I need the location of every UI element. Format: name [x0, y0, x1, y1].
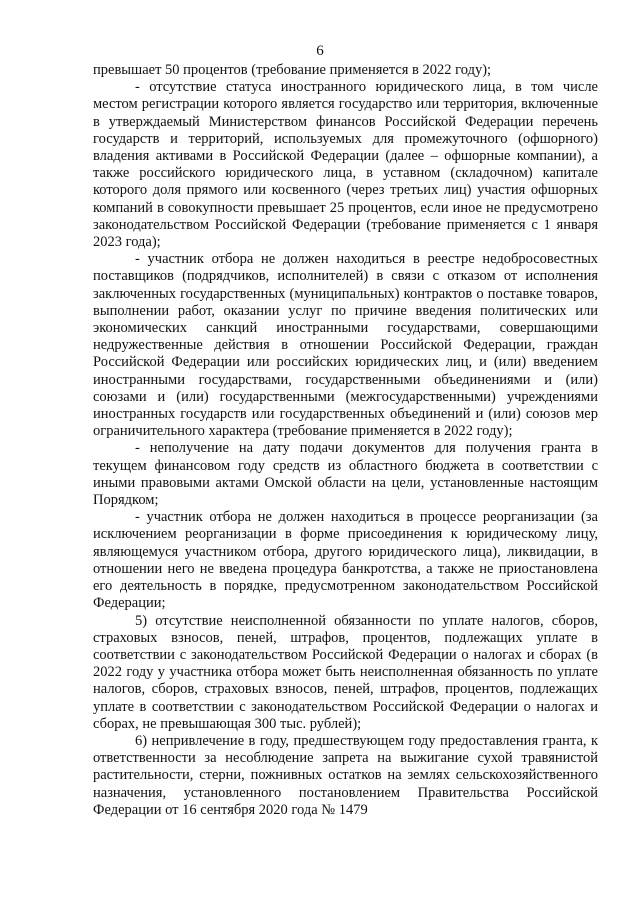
document-body: [93, 62, 598, 819]
page-number: 6: [316, 43, 324, 59]
paragraph-no-regional-budget-funds: - неполучение на дату подачи документов для получения гранта в текущем финансовом году средств из областного бюджета в соответствии с иными правовыми актами Омской области на цели, установленные настоящим Порядком;: [93, 440, 598, 509]
paragraph-offshore-status: - отсутствие статуса иностранного юридического лица, в том числе местом регистрации которого является государство или территория, включенные в утверждаемый Министерством финансов Российской Федерации перечень государств и территорий, используемых для промежуточного (офшорного) владения активами в Российской Федерации (далее – офшорные компании), а также российского юридического лица, в уставном (складочном) капитале которого доля прямого или косвенного (через третьих лиц) участия офшорных компаний в совокупности превышает 25 процентов, если иное не предусмотрено законодательством Российской Федерации (требование применяется с 1 января 2023 года);: [93, 79, 598, 251]
paragraph-unfair-suppliers-registry: - участник отбора не должен находиться в реестре недобросовестных поставщиков (подрядчиков, исполнителей) в связи с отказом от исполнения заключенных государственных (муниципальных) контрактов о поставке товаров, выполнении работ, оказании услуг по причине введения политических или экономических санкций иностранными государствами, совершающими недружественные действия в отношении Российской Федерации, граждан Российской Федерации или российских юридических лиц, и (или) введением иностранными государствами, государственными объединениями и (или) союзами и (или) государственными (межгосударственными) учреждениями иностранных государств или государственных объединений и (или) союзов мер ограничительного характера (требование применяется в 2022 году);: [93, 251, 598, 440]
paragraph-no-reorganization: - участник отбора не должен находиться в процессе реорганизации (за исключением реорганизации в форме присоединения к юридическому лицу, являющемуся участником отбора, другого юридического лица), ликвидации, в отношении него не введена процедура банкротства, а также не приостановлена его деятельность в порядке, предусмотренном законодательством Российской Федерации;: [93, 509, 598, 612]
paragraph-item-6-burning-ban: 6) непривлечение в году, предшествующем году предоставления гранта, к ответственности за несоблюдение запрета на выжигание сухой травянистой растительности, стерни, пожнивных остатков на землях сельскохозяйственного назначения, установленного постановлением Правительства Российской Федерации от 16 сентября 2020 года № 1479: [93, 732, 598, 818]
paragraph-continuation: превышает 50 процентов (требование применяется в 2022 году);: [93, 62, 492, 78]
paragraph-item-5-tax-obligations: 5) отсутствие неисполненной обязанности по уплате налогов, сборов, страховых взносов, пеней, штрафов, процентов, подлежащих уплате в соответствии с законодательством Российской Федерации о налогах и сборах (в 2022 году у участника отбора может быть неисполненная обязанность по уплате налогов, сборов, страховых взносов, пеней, штрафов, процентов, подлежащих уплате в соответствии с законодательством Российской Федерации о налогах и сборах, не превышающая 300 тыс. рублей);: [93, 612, 598, 732]
